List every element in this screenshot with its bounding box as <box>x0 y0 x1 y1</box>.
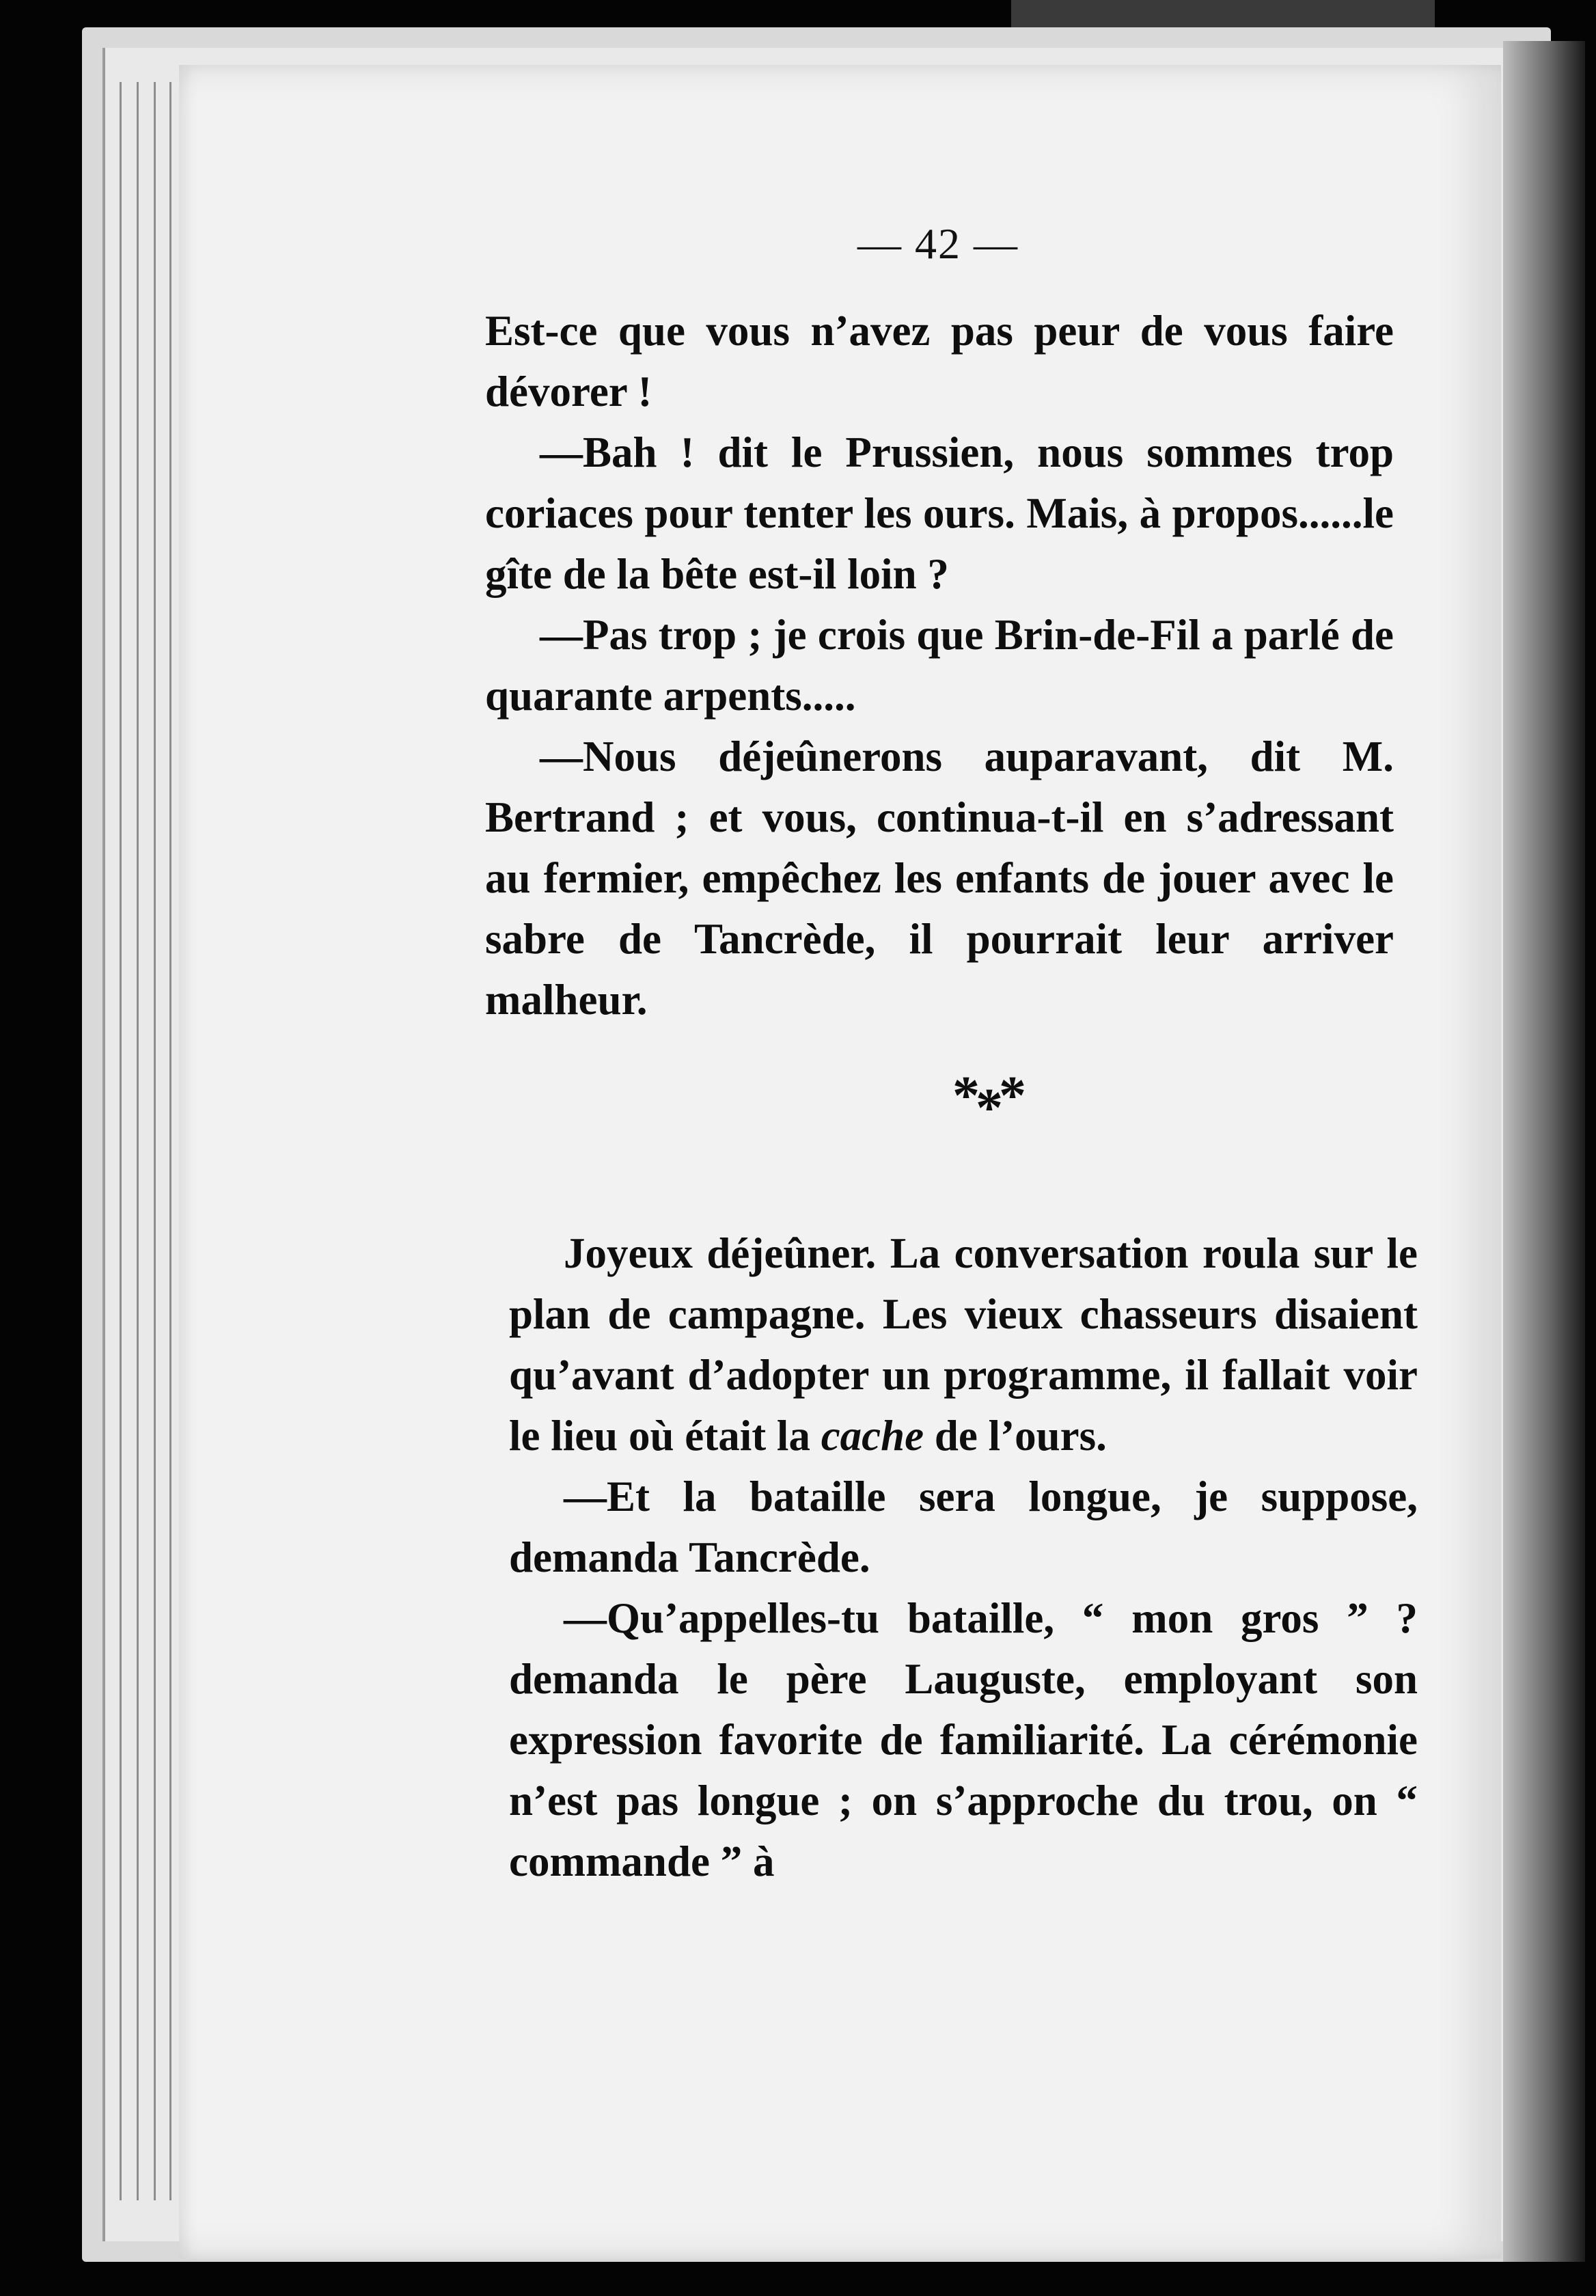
separator-star: * <box>999 1066 1022 1126</box>
paragraph: —Qu’appelles-tu bataille, “ mon gros ” ? demanda le père Lauguste, employant son expression favorite de familiarité. La cérémonie n’est pas longue ; on s’approche du trou, on “ commande ” à <box>509 1594 1418 1885</box>
page-edge-line <box>169 82 171 2200</box>
paragraph-text: Joyeux déjeûner. La conversation roula sur le plan de campagne. Les vieux chasseurs disaient qu’avant d’adopter un programme, il fallait voir le lieu où était la <box>509 1229 1418 1460</box>
paragraph-text: de l’ours. <box>924 1412 1107 1460</box>
paragraph: —Et la bataille sera longue, je suppose, demanda Tancrède. <box>509 1473 1418 1581</box>
book-gutter-shadow <box>1503 41 1585 2262</box>
text-block-bottom <box>509 1223 1418 1892</box>
paragraph: —Nous déjeûnerons auparavant, dit M. Bertrand ; et vous, continua-t-il en s’adressant au fermier, empêchez les enfants de jouer avec le sabre de Tancrède, il pourrait leur arriver malheur. <box>485 733 1394 1024</box>
italic-word: cache <box>821 1412 924 1460</box>
paragraph: Est-ce que vous n’avez pas peur de vous faire dévorer ! <box>485 307 1394 415</box>
page-edge-line <box>120 82 122 2200</box>
page-number: — 42 — <box>857 219 1019 268</box>
paragraph <box>509 1223 1418 1466</box>
section-separator <box>485 1055 1394 1137</box>
text-block-top <box>485 301 1394 1178</box>
page-edge-line <box>137 82 139 2200</box>
page-edge-line <box>154 82 156 2200</box>
separator-star: * <box>976 1078 999 1138</box>
separator-star: * <box>952 1066 976 1126</box>
paragraph: —Bah ! dit le Prussien, nous sommes trop coriaces pour tenter les ours. Mais, à propos......le gîte de la bête est-il loin ? <box>485 428 1394 598</box>
scan-top-strip <box>1011 0 1435 27</box>
paragraph: —Pas trop ; je crois que Brin-de-Fil a parlé de quarante arpents..... <box>485 611 1394 720</box>
